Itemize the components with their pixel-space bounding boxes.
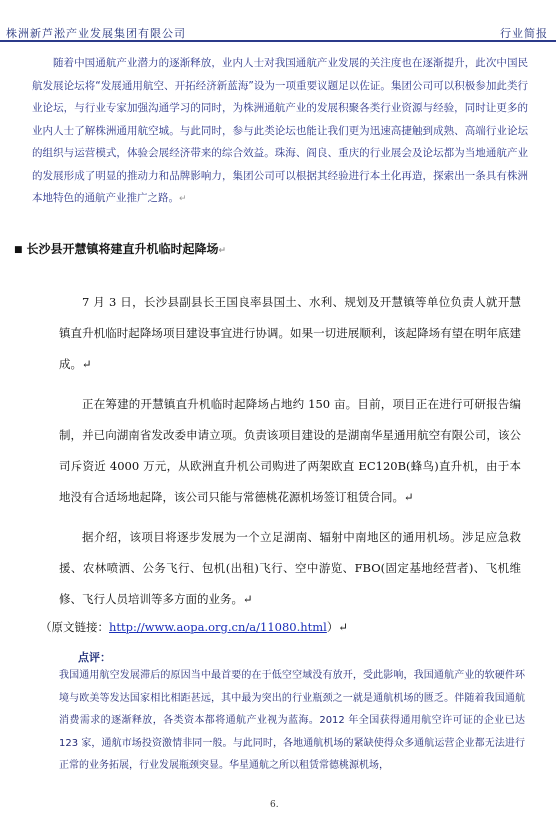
source-link[interactable]: http://www.aopa.org.cn/a/11080.html xyxy=(109,620,327,634)
article-body xyxy=(59,287,521,624)
comment-block xyxy=(59,665,525,778)
paragraph-mark-icon: ↵ xyxy=(179,194,187,204)
company-name: 株洲新芦淞产业发展集团有限公司 xyxy=(6,27,186,40)
article-paragraph: 正在筹建的开慧镇直升机临时起降场占地约 150 亩。目前，项目正在进行可研报告编制，并已向湖南省发改委申请立项。负责该项目建设的是湖南华星通用航空有限公司，该公司斥资近 4000 万元，从欧洲直升机公司购进了两架欧直 EC120B(蜂鸟)直升机，由于本地没有合适场地起降，该公司只能与常德桃花源机场签订租赁合同。↵ xyxy=(59,397,521,504)
article-paragraph: 7 月 3 日，长沙县副县长王国良率县国土、水利、规划及开慧镇等单位负责人就开慧镇直升机临时起降场项目建设事宜进行协调。如果一切进展顺利，该起降场有望在明年底建成。↵ xyxy=(59,295,521,371)
source-prefix: （原文链接： xyxy=(40,620,109,634)
page-header xyxy=(0,0,556,44)
comment-text: 我国通用航空发展滞后的原因当中最首要的在于低空空域没有放开，受此影响，我国通航产业的软硬件环境与欧美等发达国家相比相距甚远，其中最为突出的行业瓶颈之一就是通航机场的匮乏。伴随着我国通航消费需求的逐渐释放，各类资本都将通航产业视为蓝海。2012 年全国获得通用航空许可证的企业已达 123 家，通航市场投资激情非同一般。与此同时，各地通航机场的紧缺使得众多通航运营企业都无法进行正常的业务拓展，行业发展瓶颈突显。华星通航之所以租赁常德桃源机场， xyxy=(59,670,525,771)
source-line xyxy=(40,619,348,635)
section-title xyxy=(14,240,226,257)
section-title-text: 长沙县开慧镇将建直升机临时起降场 xyxy=(26,242,219,256)
bullet-square-icon: ■ xyxy=(14,245,23,255)
header-rule xyxy=(0,40,556,42)
intro-block xyxy=(32,52,528,211)
report-category: 行业简报 xyxy=(500,27,548,40)
intro-paragraph: 随着中国通航产业潜力的逐渐释放，业内人士对我国通航产业发展的关注度也在逐渐提升，此次中国民航发展论坛将“发展通用航空、开拓经济新蓝海”设为一项重要议题足以佐证。集团公司可以积极参加此类行业论坛，与行业专家加强沟通学习的同时，为株洲通航产业的发展积聚各类行业资源与经验，同时让更多的业内人士了解株洲通用航空城。与此同时，参与此类论坛也能让我们更为迅速高捷触到成熟、高端行业论坛的组织与运营模式，体验会展经济带来的综合效益。珠海、阎良、重庆的行业展会及论坛都为当地通航产业的发展形成了明显的推动力和品牌影响力，集团公司可以根据其经验进行本土化再造，探索出一条具有株洲本地特色的通航产业推广之路。↵ xyxy=(32,57,528,204)
source-suffix: ）↵ xyxy=(326,620,348,634)
comment-label: 点评： xyxy=(78,651,111,664)
article-paragraph: 据介绍，该项目将逐步发展为一个立足湖南、辐射中南地区的通用机场。涉足应急救援、农林喷洒、公务飞行、包机(出租)飞行、空中游览、FBO(固定基地经营者)、飞机维修、飞行人员培训等多方面的业务。↵ xyxy=(59,530,521,606)
paragraph-mark-icon: ↵ xyxy=(218,246,227,256)
page-number: 6. xyxy=(270,800,279,810)
